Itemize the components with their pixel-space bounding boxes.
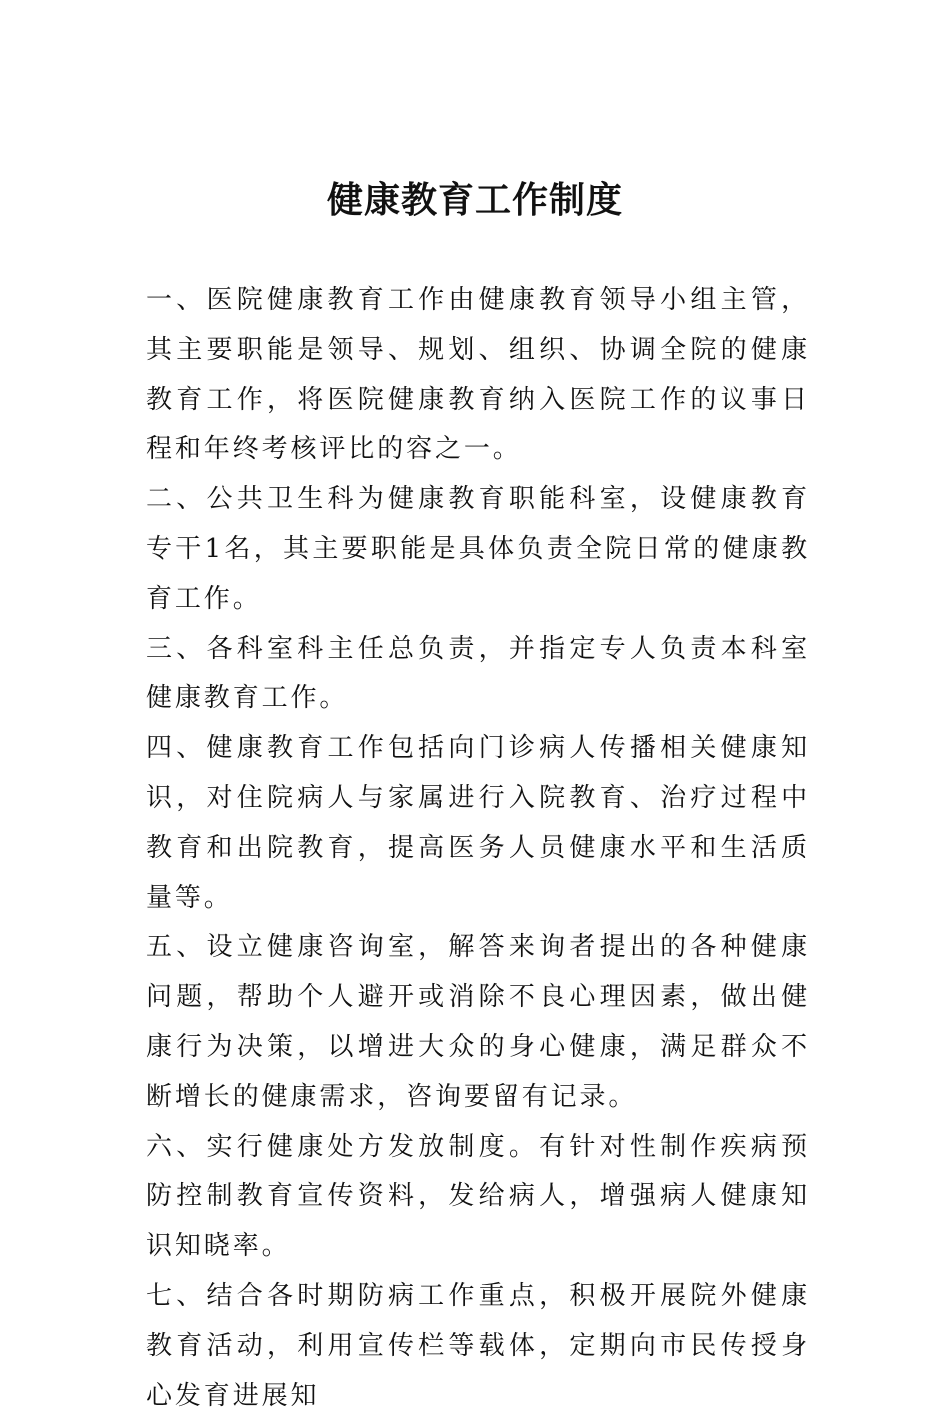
paragraph-4: 四、健康教育工作包括向门诊病人传播相关健康知识，对住院病人与家属进行入院教育、治疗过程中教育和出院教育，提高医务人员健康水平和生活质量等。 bbox=[146, 733, 810, 913]
paragraph-2: 二、公共卫生科为健康教育职能科室，设健康教育专干1名，其主要职能是具体负责全院日常的健康教育工作。 bbox=[146, 484, 810, 614]
paragraph-3: 三、各科室科主任总负责，并指定专人负责本科室健康教育工作。 bbox=[146, 633, 810, 714]
document-body bbox=[146, 276, 810, 1421]
paragraph-6: 六、实行健康处方发放制度。有针对性制作疾病预防控制教育宣传资料，发给病人，增强病人健康知识知晓率。 bbox=[146, 1131, 810, 1262]
document-title: 健康教育工作制度 bbox=[326, 179, 623, 221]
paragraph-5: 五、设立健康咨询室，解答来询者提出的各种健康问题，帮助个人避开或消除不良心理因素，做出健康行为决策，以增进大众的身心健康，满足群众不断增长的健康需求，咨询要留有记录。 bbox=[146, 932, 810, 1112]
paragraph-7: 七、结合各时期防病工作重点，积极开展院外健康教育活动，利用宣传栏等载体，定期向市民传授身心发育进展知 bbox=[146, 1280, 810, 1411]
paragraph-1: 一、医院健康教育工作由健康教育领导小组主管，其主要职能是领导、规划、组织、协调全院的健康教育工作，将医院健康教育纳入医院工作的议事日程和年终考核评比的容之一。 bbox=[146, 285, 810, 465]
